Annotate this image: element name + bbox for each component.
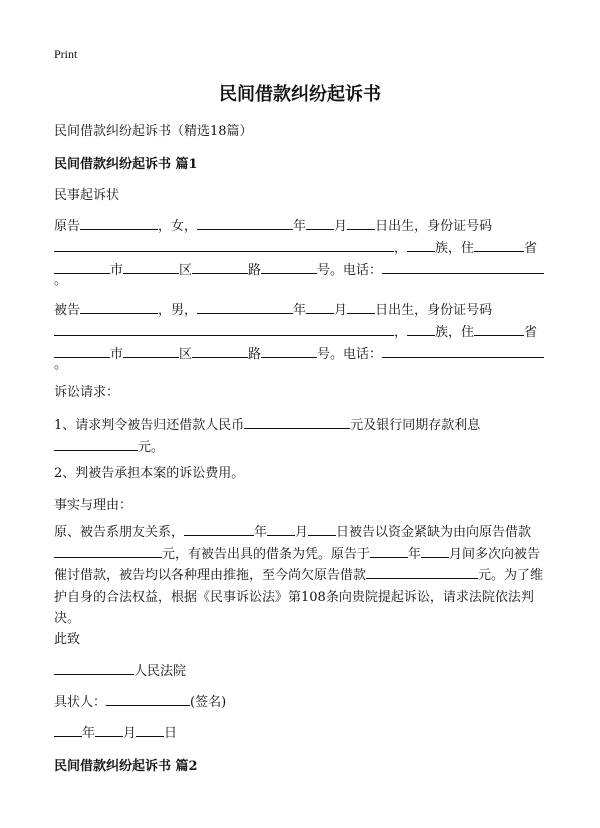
facts-heading: 事实与理由： xyxy=(54,498,133,513)
plaintiff-label: 原告 xyxy=(54,219,81,234)
facts-text: 原、被告系朋友关系， xyxy=(54,525,185,540)
blank xyxy=(407,323,435,336)
province-label: 省 xyxy=(524,325,538,340)
court-suffix: 人民法院 xyxy=(134,664,187,679)
district-label: 区 xyxy=(179,263,193,278)
interest-blank xyxy=(54,438,138,451)
claim-1-line-1 xyxy=(54,414,480,433)
comma: ， xyxy=(394,241,408,256)
blank xyxy=(421,545,449,558)
date-line xyxy=(54,722,177,741)
birth-id-label: 日出生，身份证号码 xyxy=(375,219,493,234)
blank xyxy=(192,345,248,358)
signer-blank xyxy=(106,693,190,706)
blank xyxy=(261,261,317,274)
ethnicity-address-label: 族，住 xyxy=(435,241,475,256)
defendant-name-blank xyxy=(80,301,158,314)
phone-blank xyxy=(382,261,544,274)
month-label: 月 xyxy=(334,303,348,318)
defendant-line-1 xyxy=(54,299,492,318)
district-label: 区 xyxy=(179,347,193,362)
amount-blank xyxy=(366,566,478,579)
plaintiff-line-2 xyxy=(54,237,537,256)
blank xyxy=(267,523,295,536)
blank xyxy=(192,261,248,274)
claim-1-line-2 xyxy=(54,436,164,455)
month-label: 月 xyxy=(123,726,137,741)
year-label: 年 xyxy=(293,303,307,318)
plaintiff-name-blank xyxy=(80,217,158,230)
claim-1-end: 元。 xyxy=(138,440,165,455)
blank xyxy=(347,217,375,230)
phone-blank xyxy=(382,345,544,358)
defendant-line-4: 。 xyxy=(54,357,68,372)
road-label: 路 xyxy=(248,263,262,278)
blank xyxy=(347,301,375,314)
defendant-gender: ，男， xyxy=(158,303,198,318)
year-label: 年 xyxy=(408,546,422,562)
amount-blank xyxy=(244,416,350,429)
road-label: 路 xyxy=(248,347,262,362)
amount-blank xyxy=(54,545,162,558)
court-blank xyxy=(54,662,134,675)
plaintiff-gender: ，女， xyxy=(158,219,198,234)
blank xyxy=(197,217,293,230)
plaintiff-line-3 xyxy=(54,259,544,278)
court-line xyxy=(54,660,186,679)
signer-suffix: (签名) xyxy=(190,695,227,710)
doc-type: 民事起诉状 xyxy=(54,188,120,203)
defendant-line-2 xyxy=(54,321,537,340)
blank xyxy=(197,301,293,314)
facts-text: 元。为了维护自身的合法权益，根据《民事诉讼法》第108条向贵院提起诉讼，请求法院依法判决。 xyxy=(54,568,544,626)
year-label: 年 xyxy=(293,219,307,234)
document-title: 民间借款纠纷起诉书 xyxy=(219,84,381,105)
signer-label: 具状人： xyxy=(54,695,107,710)
year-label: 年 xyxy=(82,726,96,741)
blank xyxy=(407,239,435,252)
birth-id-label: 日出生，身份证号码 xyxy=(375,303,493,318)
print-label[interactable]: Print xyxy=(54,47,78,61)
facts-paragraph xyxy=(54,522,549,630)
claim-2: 2、判被告承担本案的诉讼费用。 xyxy=(54,466,245,481)
plaintiff-line-4: 。 xyxy=(54,273,68,288)
blank xyxy=(306,217,334,230)
month-label: 月 xyxy=(334,219,348,234)
section-heading-1: 民间借款纠纷起诉书 篇1 xyxy=(54,157,198,172)
ethnicity-address-label: 族，住 xyxy=(435,325,475,340)
blank xyxy=(184,523,254,536)
year-label: 年 xyxy=(254,525,268,540)
signer-line xyxy=(54,691,226,710)
closing: 此致 xyxy=(54,632,81,647)
blank xyxy=(136,724,164,737)
month-label: 月 xyxy=(295,525,309,540)
blank xyxy=(308,523,336,536)
claim-1-interest: 元及银行同期存款利息 xyxy=(350,418,481,433)
blank xyxy=(370,545,408,558)
blank xyxy=(123,345,179,358)
phone-label: 号。电话： xyxy=(317,347,383,362)
facts-text: 日被告以资金紧缺为由向原告借款 xyxy=(336,525,532,540)
blank xyxy=(261,345,317,358)
claims-heading: 诉讼请求： xyxy=(54,385,120,400)
claim-1-text: 1、请求判令被告归还借款人民币 xyxy=(54,418,245,433)
blank xyxy=(123,261,179,274)
province-label: 省 xyxy=(524,241,538,256)
day-label: 日 xyxy=(164,726,178,741)
section-heading-2: 民间借款纠纷起诉书 篇2 xyxy=(54,759,198,774)
blank xyxy=(95,724,123,737)
blank xyxy=(474,323,524,336)
city-label: 市 xyxy=(110,263,124,278)
document-subtitle: 民间借款纠纷起诉书（精选18篇） xyxy=(54,124,253,139)
blank xyxy=(54,724,82,737)
id-number-blank xyxy=(54,323,394,336)
plaintiff-line-1 xyxy=(54,215,492,234)
city-label: 市 xyxy=(110,347,124,362)
facts-text: 月间多次向被告催讨借款，被告均以各种理由推拖，至今尚欠原告借款 xyxy=(54,546,541,583)
phone-label: 号。电话： xyxy=(317,263,383,278)
comma: ， xyxy=(394,325,408,340)
defendant-line-3 xyxy=(54,343,544,362)
defendant-label: 被告 xyxy=(54,303,81,318)
facts-text: 元，有被告出具的借条为凭。原告于 xyxy=(162,546,371,562)
blank xyxy=(474,239,524,252)
id-number-blank xyxy=(54,239,394,252)
blank xyxy=(306,301,334,314)
